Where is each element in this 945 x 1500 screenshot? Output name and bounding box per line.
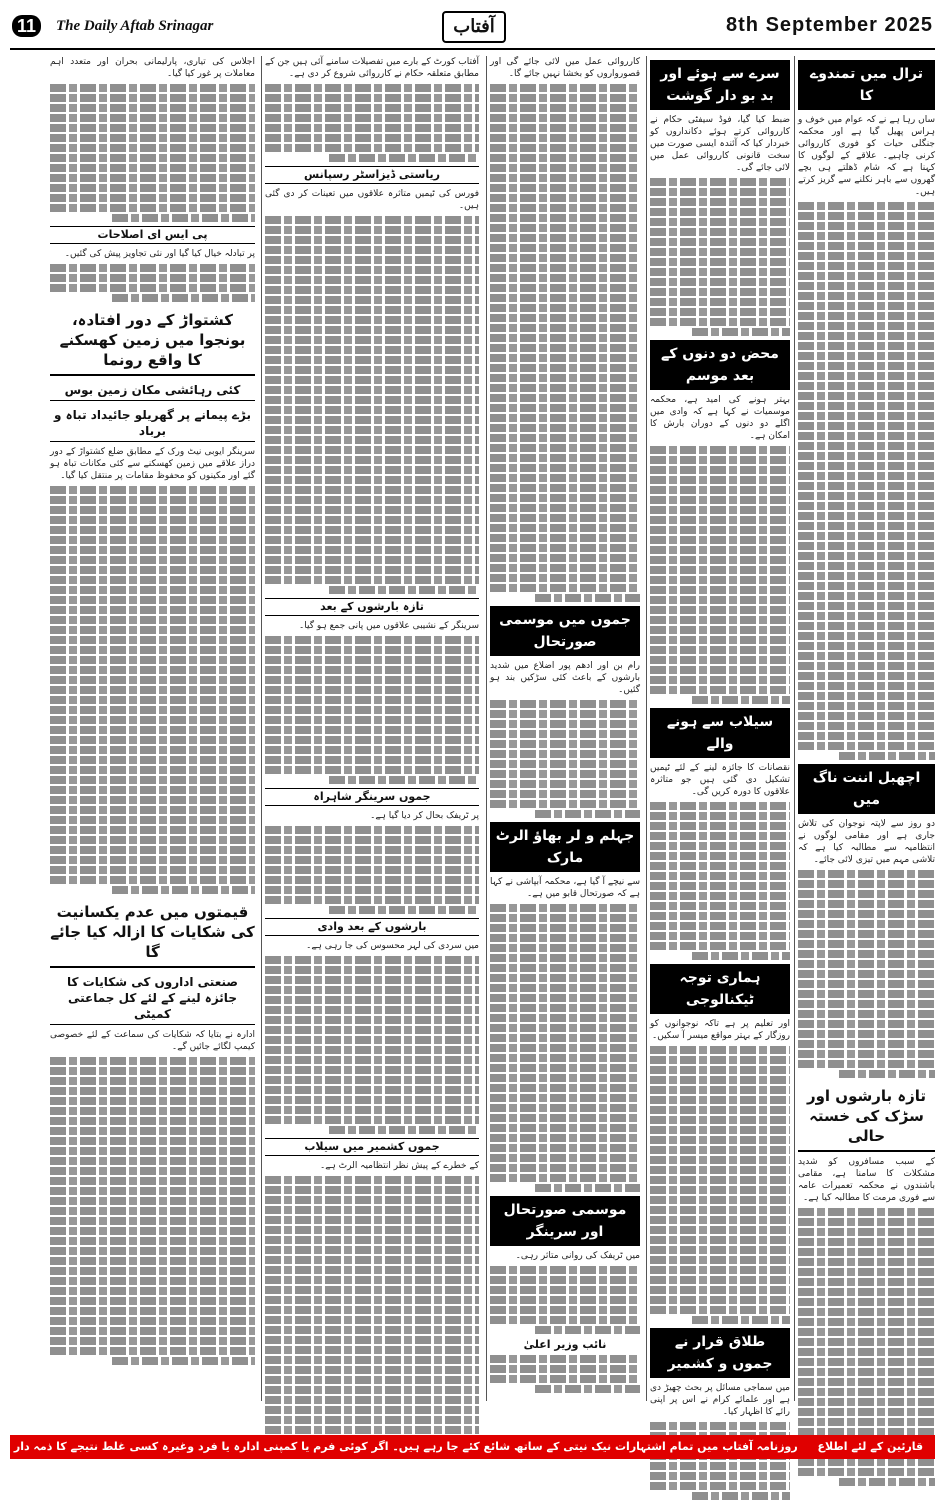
disclaimer-text: روزنامہ آفتاب میں تمام اشتہارات نیک نیتی کے ساتھ شائع کئے جا رہے ہیں۔ اگر کوئی فرم یا کمپنی ادارہ یا فرد وغیرہ کسی غلط نتیجے کا ذمہ دار نہیں ہے <box>13 1440 798 1477</box>
article-text: میں ٹریفک کی روانی متاثر رہی۔ <box>515 1251 640 1261</box>
page-number: 11 <box>12 16 41 37</box>
headline-rotten-meat[interactable]: سرے سے ہوئے اور بد بو دار گوشت <box>650 60 790 110</box>
article-text: اور تعلیم پر ہے تاکہ نوجوانوں کو روزگار کے بہتر مواقع میسر آ سکیں۔ <box>650 1019 790 1041</box>
newspaper-page <box>10 8 935 1477</box>
article-text: رام بن اور ادھم پور اضلاع میں شدید بارشوں کے باعث کئی سڑکیں بند ہو گئیں۔ <box>490 661 640 695</box>
article-text: کے خطرے کے پیش نظر انتظامیہ الرٹ ہے۔ <box>319 1161 479 1171</box>
headline-rain-roads[interactable]: تازہ بارشوں اور سڑک کی خستہ حالی <box>798 1082 935 1152</box>
article-text: نقصانات کا جائزہ لینے کے لئے ٹیمیں تشکیل دی گئی ہیں جو متاثرہ علاقوں کا دورہ کریں گی۔ <box>650 763 790 797</box>
column-5 <box>50 56 255 1401</box>
headline-achabal-anantnag[interactable]: اچھبل اننت ناگ میں <box>798 764 935 814</box>
paper-name: The Daily Aftab Srinagar <box>56 18 214 34</box>
headline-jammu-weather[interactable]: جموں میں موسمی صورتحال <box>490 606 640 656</box>
subheadline-committee: صنعتی اداروں کی شکایات کا جائزہ لینے کے لئے کل جماعتی کمیٹی <box>50 972 255 1025</box>
disclaimer-label: قارئین کے لئے اطلاع <box>817 1440 924 1453</box>
headline-jhelum-alert[interactable]: جہلم و لر بھاؤ الرٹ مارک <box>490 822 640 872</box>
article-text: سے نیچے آ گیا ہے، محکمہ آبپاشی نے کہا ہے کہ صورتحال قابو میں ہے۔ <box>490 877 640 899</box>
article-text: کے سبب مسافروں کو شدید مشکلات کا سامنا ہے، مقامی باشندوں نے محکمہ تعمیرات عامہ سے فوری مرمت کا مطالبہ کیا ہے۔ <box>798 1157 935 1203</box>
column-4 <box>265 56 479 1401</box>
headline-flood-losses[interactable]: سیلاب سے ہونے والے <box>650 708 790 758</box>
headline-kishtwar-landslide[interactable]: کشتواڑ کے دور افتادہ، بونجوا میں زمین کھسکنے کا واقع رونما <box>50 306 255 376</box>
byline: نائب وزیر اعلیٰ <box>523 1338 607 1351</box>
article-columns <box>10 56 935 1417</box>
article-text: پر ٹریفک بحال کر دیا گیا ہے۔ <box>370 811 479 821</box>
article-text: سرینگر کے نشیبی علاقوں میں پانی جمع ہو گیا۔ <box>298 621 479 631</box>
headline-weather-srinagar[interactable]: موسمی صورتحال اور سرینگر <box>490 1196 640 1246</box>
headline-talaq-jk[interactable]: طلاق قرار نے جموں و کشمیر <box>650 1328 790 1378</box>
headline-fresh-rains[interactable]: تازہ بارشوں کے بعد <box>265 598 479 616</box>
subheadline-houses-collapsed: کئی رہائشی مکان زمین بوس <box>50 380 255 401</box>
column-1 <box>798 56 935 1401</box>
article-text: سرینگر ایوبی نیٹ ورک کے مطابق ضلع کشتواڑ کے دور دراز علاقے میں زمین کھسکنے سے کئی مکانات تباہ ہو گئے اور مکینوں کو محفوظ مقامات پر منتقل کیا گیا۔ <box>50 447 255 481</box>
headline-jammu-srinagar-highway[interactable]: جموں سرینگر شاہراہ <box>265 788 479 806</box>
article-text: ضبط کیا گیا، فوڈ سیفٹی حکام نے کارروائی کرتے ہوئے دکانداروں کو خبردار کیا کہ آئندہ ایسی صورت میں سخت قانونی کارروائی عمل میں لائی جائے گی۔ <box>650 115 790 173</box>
headline-weather-two-days[interactable]: محض دو دنوں کے بعد موسم <box>650 340 790 390</box>
article-text: دو روز سے لاپتہ نوجوان کی تلاش جاری ہے اور مقامی لوگوں نے انتظامیہ سے مطالبہ کیا ہے کہ تلاشی مہم میں تیزی لائی جائے۔ <box>798 819 935 865</box>
article-text: ادارہ نے بتایا کہ شکایات کی سماعت کے لئے خصوصی کیمپ لگائے جائیں گے۔ <box>50 1030 255 1052</box>
article-text: میں سماجی مسائل پر بحث چھیڑ دی ہے اور علمائے کرام نے اس پر اپنی رائے کا اظہار کیا۔ <box>650 1383 790 1417</box>
disclaimer-note: انتظامیہ اشتہارات <box>395 1464 496 1477</box>
issue-date: 8th September 2025 <box>726 14 933 36</box>
masthead-logo: آفتاب <box>442 11 506 43</box>
article-text: فورس کی ٹیمیں متاثرہ علاقوں میں تعینات کر دی گئی ہیں۔ <box>265 189 479 211</box>
page-header <box>10 8 935 50</box>
article-text: میں سردی کی لہر محسوس کی جا رہی ہے۔ <box>306 941 479 951</box>
headline-price-complaints[interactable]: قیمتوں میں عدم یکسانیت کی شکایات کا ازالہ کیا جائے گا <box>50 898 255 968</box>
subheadline-property-destroyed: بڑے پیمانے پر گھریلو جائیداد تباہ و برباد <box>50 405 255 442</box>
article-text: آفتاب کورٹ کے بارے میں تفصیلات سامنے آئی ہیں جن کے مطابق متعلقہ حکام نے کارروائی شروع کر دی ہے۔ <box>265 57 479 79</box>
headline-jk-flood[interactable]: جموں کشمیر میں سیلاب <box>265 1138 479 1156</box>
headline-valley-after-rain[interactable]: بارشوں کے بعد وادی <box>265 918 479 936</box>
headline-sdrf[interactable]: ریاستی ڈیزاسٹر رسپانس <box>265 166 479 184</box>
article-text: اجلاس کی تیاری، پارلیمانی بحران اور متعدد اہم معاملات پر غور کیا گیا۔ <box>50 57 255 79</box>
article-text: بہتر ہونے کی امید ہے، محکمہ موسمیات نے کہا ہے کہ وادی میں اگلے دو دنوں کے دوران بارش کا امکان ہے۔ <box>650 395 790 441</box>
article-text: ساں رہا ہے نے کہ عوام میں خوف و ہراس پھیل گیا ہے اور محکمہ جنگلی حیات کو فوری کارروائی کرنی چاہیے۔ علاقے کے لوگوں کا کہنا ہے کہ شام ڈھلتے ہی بچے گھروں سے باہر نکلنے سے گریز کرتے ہیں۔ <box>798 115 935 197</box>
headline-tral-leopard[interactable]: ترال میں تمندوے کا <box>798 60 935 110</box>
article-text: کارروائی عمل میں لائی جائے گی اور قصورواروں کو بخشا نہیں جائے گا۔ <box>490 57 640 79</box>
article-text: پر تبادلہ خیال کیا گیا اور نئی تجاویز پیش کی گئیں۔ <box>64 249 255 259</box>
disclaimer-banner <box>10 1435 935 1477</box>
column-2 <box>650 56 790 1417</box>
headline-technology-focus[interactable]: ہماری توجہ ٹیکنالوجی <box>650 964 790 1014</box>
column-3 <box>490 56 640 1401</box>
headline-psc-reforms[interactable]: پی ایس ای اصلاحات <box>50 226 255 244</box>
